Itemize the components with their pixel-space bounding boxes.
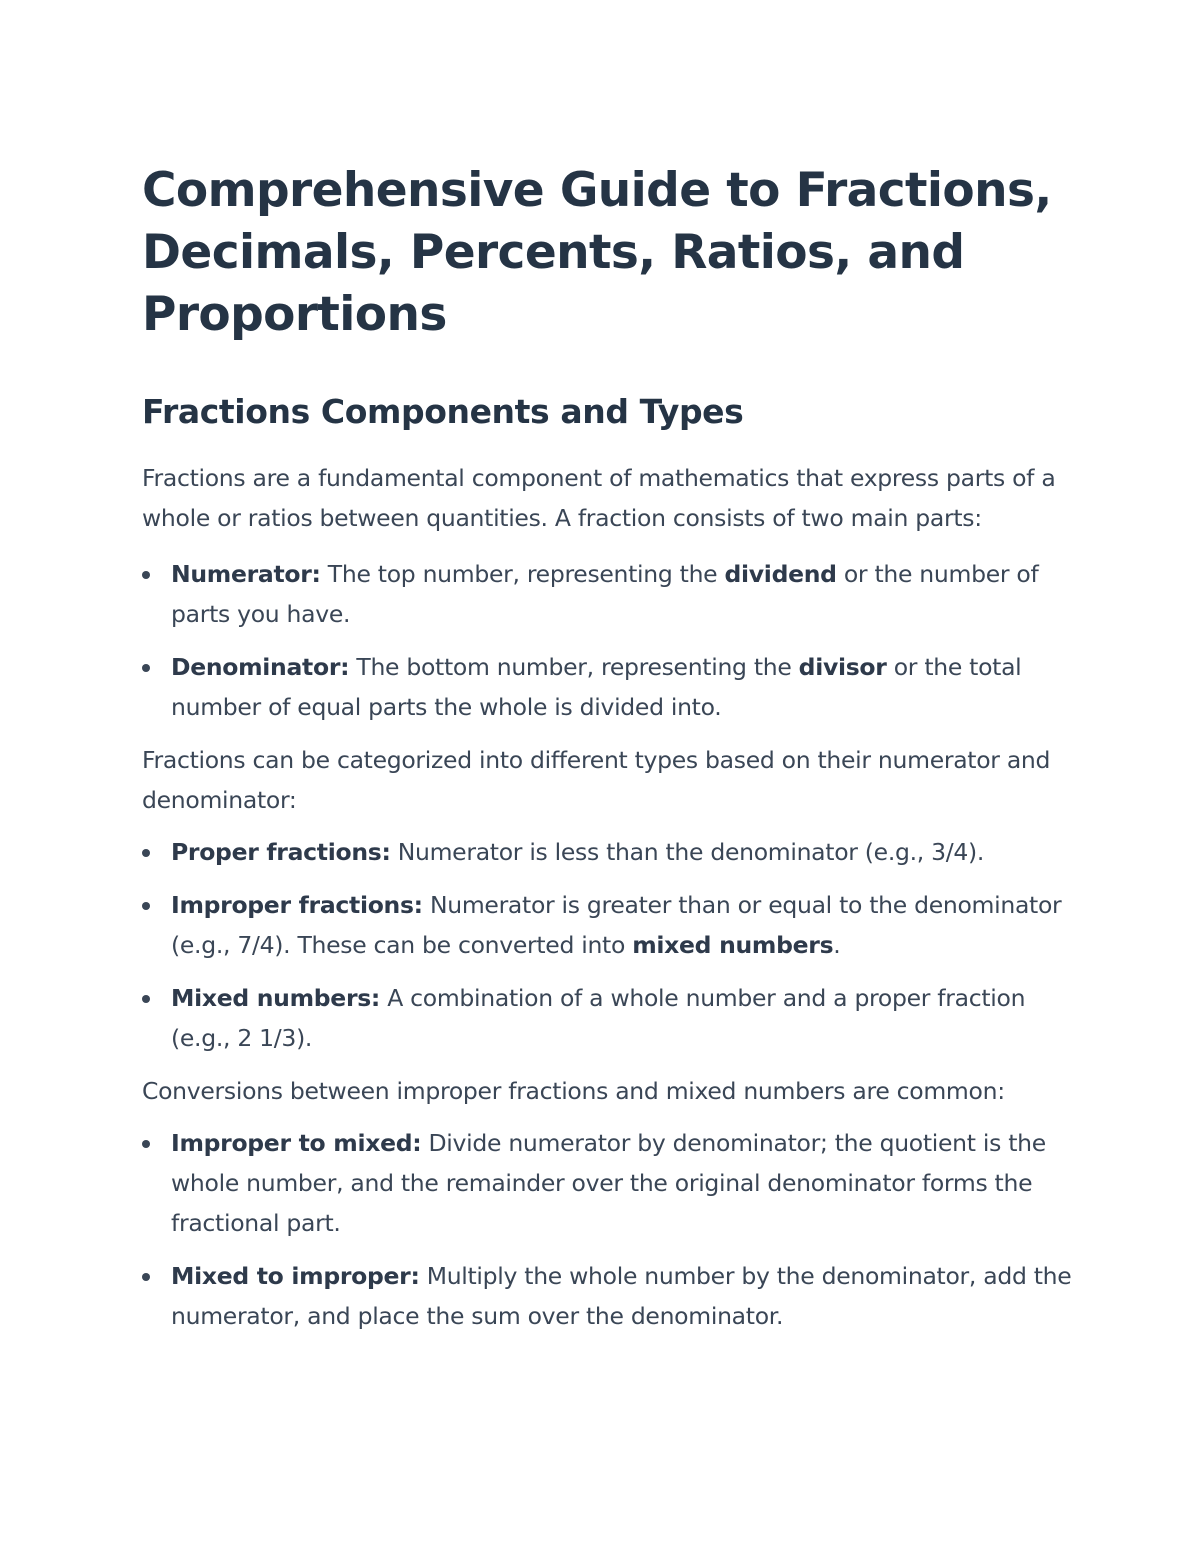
term-text: The top number, representing the [320,560,725,588]
term-emphasis: mixed numbers [632,931,834,959]
parts-list [142,554,1072,727]
bullet-icon [142,902,150,910]
list-item [142,554,1072,634]
list-item [142,978,1072,1058]
bullet-icon [142,571,150,579]
term-text: Multiply the whole number by the denominator, add the numerator, and place the sum over the denominator. [171,1262,1072,1330]
term-text: A combination of a whole number and a proper fraction (e.g., 2 1/3). [171,984,1026,1052]
term-text: or the total number of equal parts the whole is divided into. [171,653,1022,721]
term-text: or the number of parts you have. [171,560,1039,628]
term-text: Divide numerator by denominator; the quotient is the whole number, and the remainder over the original denominator forms the fractional part. [171,1129,1046,1237]
term-label: Mixed to improper: [171,1262,420,1290]
term-label: Proper fractions: [171,838,391,866]
conversions-list [142,1123,1072,1336]
term-emphasis: dividend [724,560,837,588]
term-label: Mixed numbers: [171,984,381,1012]
types-list [142,832,1072,1058]
bullet-icon [142,995,150,1003]
list-item [142,832,1072,872]
section-heading: Fractions Components and Types [142,392,744,431]
bullet-icon [142,1273,150,1281]
term-emphasis: divisor [798,653,887,681]
term-label: Improper to mixed: [171,1129,422,1157]
list-item [142,1256,1072,1336]
term-text: . [833,931,841,959]
page-title: Comprehensive Guide to Fractions, Decimals, Percents, Ratios, and Proportions [142,163,1052,342]
conversions-intro-paragraph: Conversions between improper fractions and mixed numbers are common: [142,1077,1005,1105]
term-text: Numerator is less than the denominator (e.g., 3/4). [390,838,985,866]
intro-paragraph: Fractions are a fundamental component of mathematics that express parts of a whole or ratios between quantities. A fraction consists of two main parts: [142,464,1056,532]
types-intro-paragraph: Fractions can be categorized into different types based on their numerator and denominator: [142,746,1051,814]
list-item [142,885,1072,965]
document-page [142,160,1072,1349]
term-label: Numerator: [171,560,321,588]
bullet-icon [142,849,150,857]
term-label: Denominator: [171,653,350,681]
bullet-icon [142,664,150,672]
term-text: The bottom number, representing the [349,653,799,681]
list-item [142,1123,1072,1243]
term-text: Numerator is greater than or equal to the denominator (e.g., 7/4). These can be converted into [171,891,1062,959]
bullet-icon [142,1140,150,1148]
term-label: Improper fractions: [171,891,423,919]
list-item [142,647,1072,727]
